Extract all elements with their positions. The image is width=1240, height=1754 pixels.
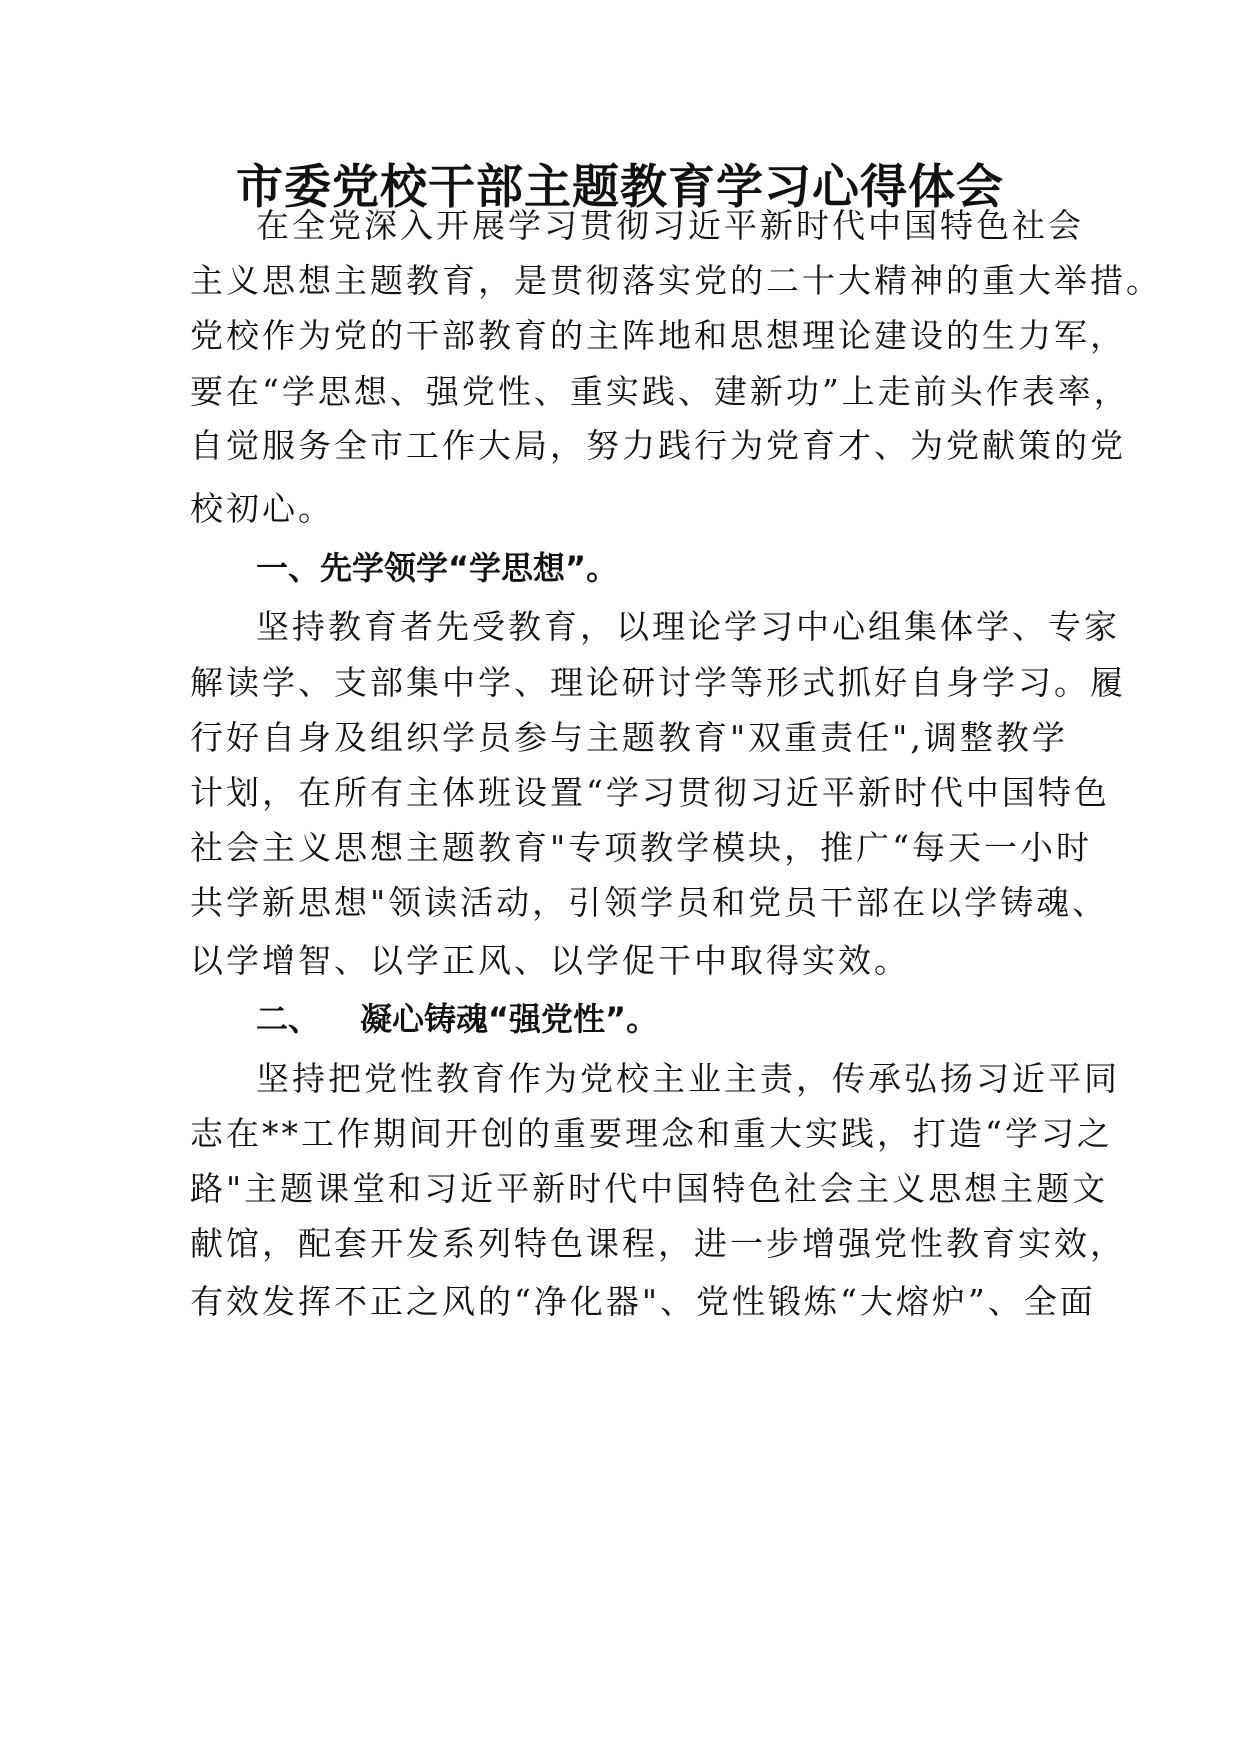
section-1-line-1: 坚持教育者先受教育，以理论学习中心组集体学、专家 xyxy=(256,607,1120,646)
section-2-heading xyxy=(256,997,658,1041)
intro-line-1: 在全党深入开展学习贯彻习近平新时代中国特色社会 xyxy=(256,206,1084,245)
intro-line-2: 主义思想主题教育，是贯彻落实党的二十大精神的重大举措。 xyxy=(190,261,1162,300)
intro-line-6: 校初心。 xyxy=(190,489,334,528)
section-2-line-5: 有效发挥不正之风的“净化器"、党性锻炼“大熔炉”、全面 xyxy=(190,1282,1096,1321)
section-2-line-1: 坚持把党性教育作为党校主业主责，传承弘扬习近平同 xyxy=(256,1059,1120,1098)
section-1-line-6: 共学新思想"领读活动，引领学员和党员干部在以学铸魂、 xyxy=(190,883,1109,922)
document-title: 市委党校干部主题教育学习心得体会 xyxy=(236,160,1004,215)
section-1-line-7: 以学增智、以学正风、以学促干中取得实效。 xyxy=(190,941,910,980)
section-2-line-4: 献馆，配套开发系列特色课程，进一步增强党性教育实效， xyxy=(190,1224,1126,1263)
section-2-heading-number: 二、 xyxy=(256,1000,321,1038)
section-1-line-2: 解读学、支部集中学、理论研讨学等形式抓好自身学习。履 xyxy=(190,663,1126,702)
section-1-line-5: 社会主义思想主题教育"专项教学模块，推广“每天一小时 xyxy=(190,828,1093,867)
section-2-line-3: 路"主题课堂和习近平新时代中国特色社会主义思想主题文 xyxy=(190,1169,1109,1208)
intro-line-5: 自觉服务全市工作大局，努力践行为党育才、为党献策的党 xyxy=(190,426,1126,465)
section-1-line-4: 计划，在所有主体班设置“学习贯彻习近平新时代中国特色 xyxy=(190,773,1110,812)
section-2-heading-text: 凝心铸魂“强党性”。 xyxy=(360,1000,659,1038)
intro-line-3: 党校作为党的干部教育的主阵地和思想理论建设的生力军， xyxy=(190,316,1126,355)
section-1-line-3: 行好自身及组织学员参与主题教育"双重责任",调整教学 xyxy=(190,718,1068,757)
section-1-heading: 一、先学领学“学思想”。 xyxy=(256,549,619,587)
intro-line-4: 要在“学思想、强党性、重实践、建新功”上走前头作表率， xyxy=(190,372,1130,411)
section-2-line-2: 志在**工作期间开创的重要理念和重大实践，打造“学习之 xyxy=(190,1114,1113,1153)
